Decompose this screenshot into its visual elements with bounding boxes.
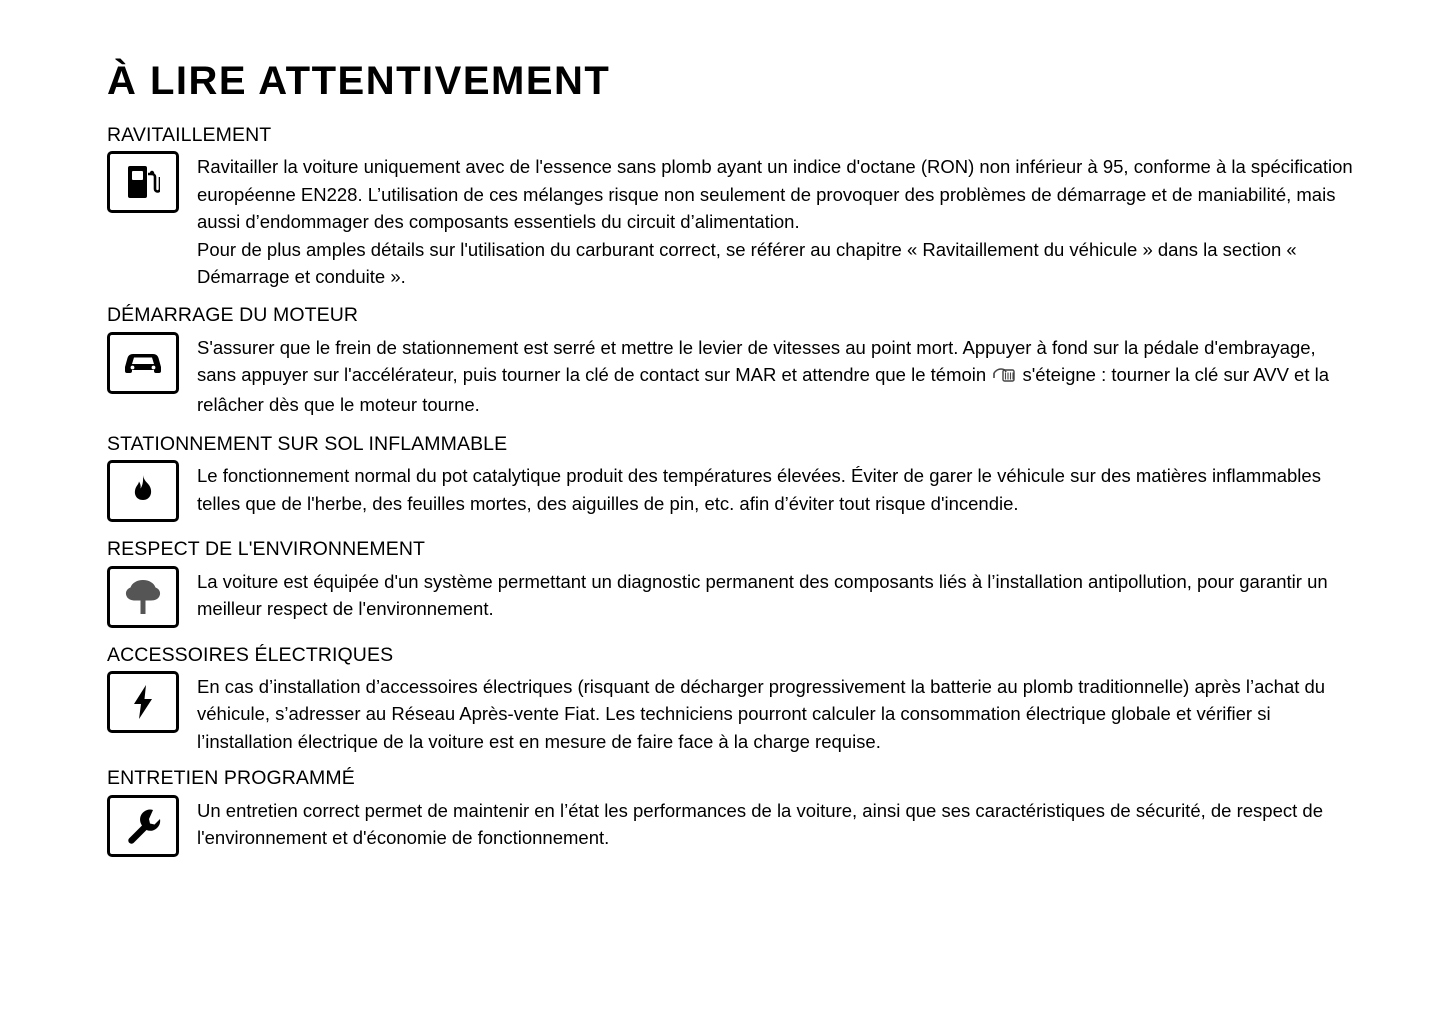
fuel-pump-icon	[107, 151, 179, 213]
paragraph: Pour de plus amples détails sur l'utilisation du carburant correct, se référer au chapitre « Ravitaillement du véhicule » dans la section « Démarrage et conduite ».	[197, 238, 1297, 287]
paragraph: La voiture est équipée d'un système permettant un diagnostic permanent des composants liés à l’installation antipollution, pour garantir un meilleur respect de l'environnement.	[197, 570, 1328, 620]
section-respect-de-l-environnement	[107, 538, 1355, 627]
section-demarrage-du-moteur	[107, 304, 1355, 419]
section-heading-environnement: RESPECT DE L'ENVIRONNEMENT	[107, 538, 426, 561]
lightning-bolt-icon	[107, 671, 179, 733]
section-text-stationnement	[197, 460, 1355, 517]
section-entretien-programme	[107, 767, 1355, 856]
wrench-icon	[107, 795, 179, 857]
text-before-inline-icon: S'assurer que le frein de stationnement est serré et mettre le levier de vitesses au point mort. Appuyer à fond sur la pédale d'embrayage, sans appuyer sur l'accélérateur, puis tourner la clé de contact sur MAR et attendre que le témoin	[197, 336, 1316, 386]
section-text-ravitaillement	[197, 151, 1355, 290]
page-title: À LIRE ATTENTIVEMENT	[107, 59, 611, 103]
section-body-entretien	[107, 795, 1355, 857]
section-body-demarrage-du-moteur	[107, 332, 1355, 419]
section-body-ravitaillement	[107, 151, 1355, 290]
section-text-environnement	[197, 566, 1352, 623]
paragraph	[197, 334, 1349, 419]
flame-icon	[107, 460, 179, 522]
text-after-inline-icon: s'éteigne : tourner la clé sur AVV et la relâcher dès que le moteur tourne.	[197, 364, 1330, 416]
section-ravitaillement	[107, 124, 1355, 290]
car-icon	[107, 332, 179, 394]
section-text-demarrage-du-moteur	[197, 332, 1349, 419]
tree-icon	[107, 566, 179, 628]
section-heading-entretien: ENTRETIEN PROGRAMMÉ	[107, 767, 355, 790]
section-accessoires-electriques	[107, 644, 1355, 756]
section-body-stationnement	[107, 460, 1355, 522]
paragraph: Ravitailler la voiture uniquement avec de l'essence sans plomb ayant un indice d'octane (RON) non inférieur à 95, conforme à la spécification européenne EN228. L’utilisation de ces mélanges risque non seulement de provoquer des problèmes de démarrage et de maniabilité, mais aussi d’endommager des composants essentiels du circuit d’alimentation.	[197, 156, 1353, 233]
section-text-entretien	[197, 795, 1352, 852]
section-body-environnement	[107, 566, 1355, 628]
glow-plug-preheat-icon	[992, 364, 1016, 391]
section-body-accessoires	[107, 671, 1355, 755]
paragraph: Un entretien correct permet de maintenir en l’état les performances de la voiture, ainsi que ses caractéristiques de sécurité, de respect de l'environnement et d'économie de fonctionnement.	[197, 799, 1323, 849]
paragraph: En cas d’installation d’accessoires électriques (risquant de décharger progressivement la batterie au plomb traditionnelle) après l’achat du véhicule, s’adresser au Réseau Après-vente Fiat. Les techniciens pourront calculer la consommation électrique globale et vérifier si l’installation électrique de la voiture est en mesure de faire face à la charge requise.	[197, 676, 1326, 752]
section-text-accessoires	[197, 671, 1327, 755]
section-heading-stationnement: STATIONNEMENT SUR SOL INFLAMMABLE	[107, 432, 508, 455]
section-heading-accessoires: ACCESSOIRES ÉLECTRIQUES	[107, 643, 394, 666]
section-heading-ravitaillement: RAVITAILLEMENT	[107, 124, 272, 146]
section-heading-demarrage-du-moteur: DÉMARRAGE DU MOTEUR	[107, 304, 359, 327]
paragraph: Le fonctionnement normal du pot catalytique produit des températures élevées. Éviter de garer le véhicule sur des matières inflammables telles que de l'herbe, des feuilles mortes, des aiguilles de pin, etc. afin d’éviter tout risque d'incendie.	[197, 465, 1321, 514]
section-stationnement-sur-sol-inflammable	[107, 433, 1355, 522]
